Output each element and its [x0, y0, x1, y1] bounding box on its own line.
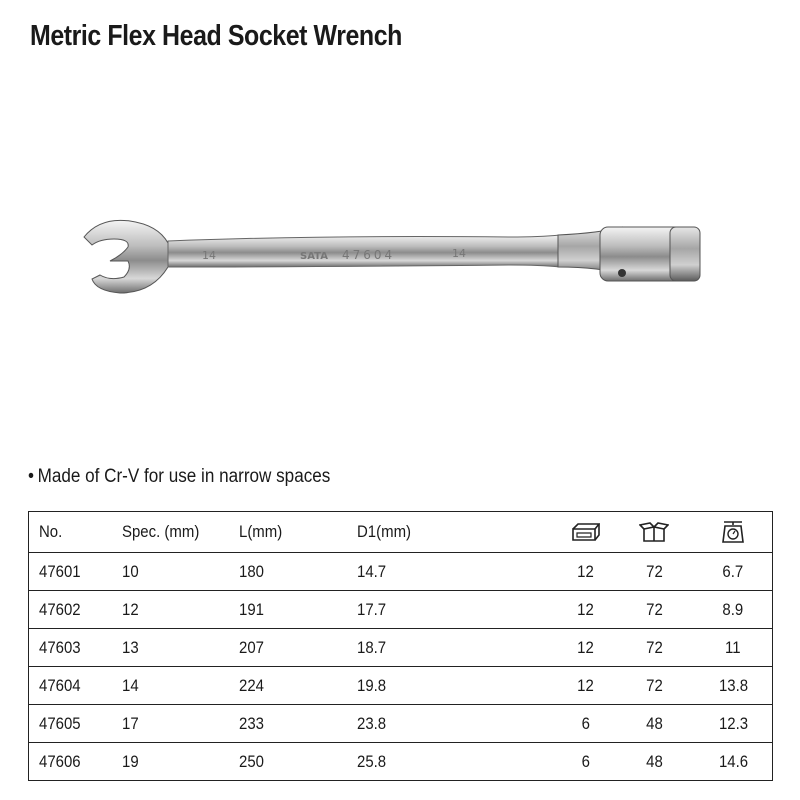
carton-box-icon — [639, 520, 669, 544]
weight-scale-icon — [720, 520, 746, 544]
cell-inner: 6 — [557, 705, 615, 743]
cell-inner: 12 — [557, 629, 615, 667]
feature-item — [28, 466, 330, 488]
cell-carton: 72 — [614, 629, 694, 667]
cell-inner: 12 — [557, 667, 615, 705]
cell-carton: 72 — [614, 667, 694, 705]
header-inner-pack — [557, 512, 615, 553]
header-d1: D1(mm) — [357, 512, 556, 553]
cell-spec: 14 — [122, 667, 240, 705]
header-weight — [694, 512, 772, 553]
marking-size-right: 14 — [452, 247, 466, 260]
cell-spec: 12 — [122, 591, 240, 629]
cell-weight: 11 — [694, 629, 772, 667]
cell-no: 47605 — [29, 705, 122, 743]
cell-weight: 6.7 — [694, 553, 772, 591]
cell-weight: 13.8 — [694, 667, 772, 705]
inner-pack-icon — [570, 521, 600, 543]
cell-spec: 10 — [122, 553, 240, 591]
spec-table — [28, 511, 773, 781]
cell-no: 47603 — [29, 629, 122, 667]
cell-spec: 13 — [122, 629, 240, 667]
cell-inner: 6 — [557, 743, 615, 781]
cell-carton: 72 — [614, 591, 694, 629]
cell-weight: 14.6 — [694, 743, 772, 781]
cell-no: 47604 — [29, 667, 122, 705]
header-no: No. — [29, 512, 122, 553]
cell-no: 47606 — [29, 743, 122, 781]
open-end-head — [84, 220, 180, 293]
table-row — [29, 591, 773, 629]
cell-length: 207 — [239, 629, 357, 667]
header-carton — [614, 512, 694, 553]
cell-spec: 17 — [122, 705, 240, 743]
wrench-image — [70, 205, 710, 305]
cell-no: 47602 — [29, 591, 122, 629]
cell-length: 191 — [239, 591, 357, 629]
bullet: • — [28, 466, 34, 487]
marking-size-left: 14 — [202, 249, 216, 262]
cell-inner: 12 — [557, 591, 615, 629]
cell-d1: 18.7 — [357, 629, 556, 667]
table-row — [29, 705, 773, 743]
cell-carton: 72 — [614, 553, 694, 591]
cell-no: 47601 — [29, 553, 122, 591]
cell-spec: 19 — [122, 743, 240, 781]
feature-text: Made of Cr-V for use in narrow spaces — [37, 466, 331, 487]
table-row — [29, 743, 773, 781]
cell-length: 224 — [239, 667, 357, 705]
table-row — [29, 667, 773, 705]
cell-d1: 23.8 — [357, 705, 556, 743]
cell-d1: 14.7 — [357, 553, 556, 591]
cell-length: 250 — [239, 743, 357, 781]
cell-d1: 19.8 — [357, 667, 556, 705]
cell-weight: 12.3 — [694, 705, 772, 743]
cell-weight: 8.9 — [694, 591, 772, 629]
marking-model: 47604 — [342, 248, 396, 262]
marking-brand: SATA — [300, 251, 328, 262]
cell-carton: 48 — [614, 743, 694, 781]
cell-d1: 25.8 — [357, 743, 556, 781]
table-row — [29, 553, 773, 591]
cell-inner: 12 — [557, 553, 615, 591]
table-header-row — [29, 512, 773, 553]
cell-length: 233 — [239, 705, 357, 743]
cell-d1: 17.7 — [357, 591, 556, 629]
header-spec: Spec. (mm) — [122, 512, 240, 553]
cell-length: 180 — [239, 553, 357, 591]
table-row — [29, 629, 773, 667]
page-title: Metric Flex Head Socket Wrench — [30, 20, 402, 52]
header-length: L(mm) — [239, 512, 357, 553]
cell-carton: 48 — [614, 705, 694, 743]
